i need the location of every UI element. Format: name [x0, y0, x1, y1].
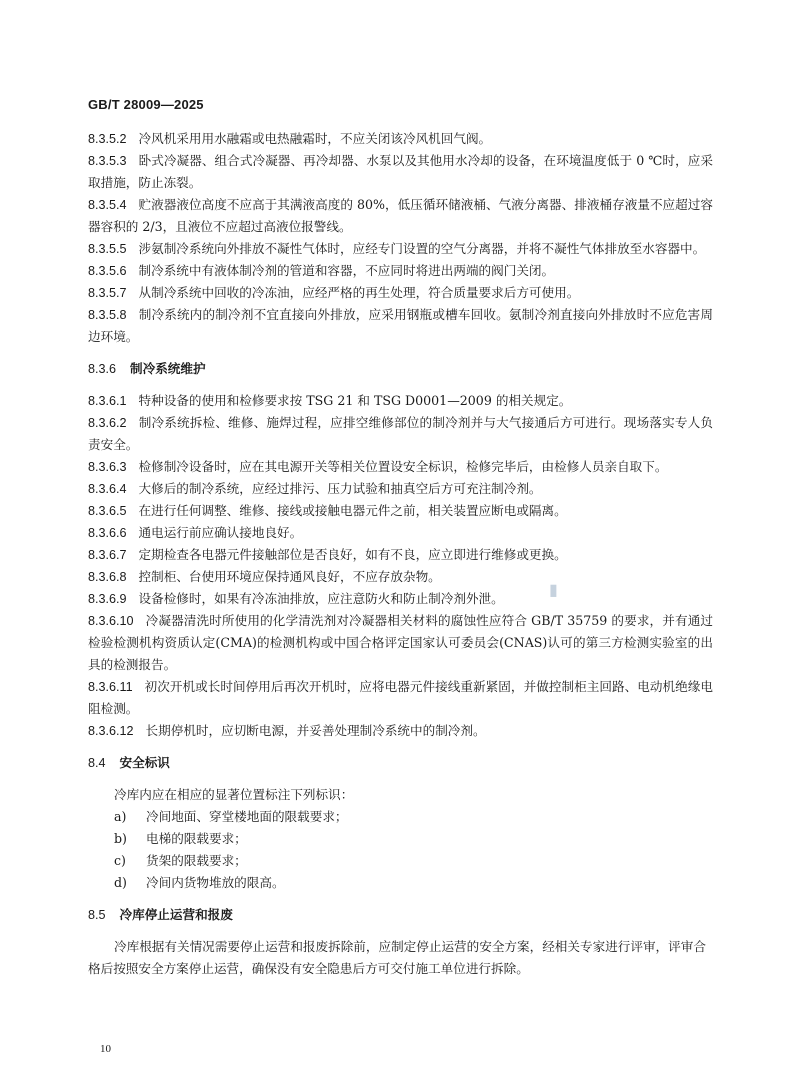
clause-text: 从制冷系统中回收的冷冻油，应经严格的再生处理，符合质量要求后方可使用。 [138, 285, 580, 300]
standard-number-header: GB/T 28009—2025 [88, 97, 204, 112]
clause-text: 初次开机或长时间停用后再次开机时，应将电器元件接线重新紧固，并做控制柜主回路、电动机绝缘电阻检测。 [88, 679, 713, 716]
clause [88, 412, 713, 456]
section-8-3-6-items [88, 390, 713, 742]
clause-number: 8.3.6.1 [88, 394, 127, 408]
clause-number: 8.3.6.10 [88, 614, 134, 628]
clause-number: 8.3.6.7 [88, 548, 127, 562]
clause-number: 8.3.5.3 [88, 154, 127, 168]
clause [88, 456, 713, 478]
section-heading-8-4 [88, 752, 713, 774]
clause-number: 8.3.5.5 [88, 242, 127, 256]
clause-number: 8.3.6.2 [88, 416, 127, 430]
section-title: 冷库停止运营和报废 [119, 907, 233, 922]
clause-text: 定期检查各电器元件接触部位是否良好，如有不良，应立即进行维修或更换。 [138, 547, 567, 562]
list-item [114, 828, 713, 850]
list-item [114, 850, 713, 872]
clause-text: 设备检修时，如果有冷冻油排放，应注意防火和防止制冷剂外泄。 [138, 591, 504, 606]
clause-text: 特种设备的使用和检修要求按 TSG 21 和 TSG D0001—2009 的相关规定。 [138, 393, 572, 408]
clause-number: 8.3.6.12 [88, 724, 134, 738]
clause-text: 长期停机时，应切断电源，并妥善处理制冷系统中的制冷剂。 [145, 723, 486, 738]
section-8-3-5-continued [88, 128, 713, 348]
clause-text: 在进行任何调整、维修、接线或接触电器元件之前，相关装置应断电或隔离。 [138, 503, 567, 518]
section-paragraph: 冷库根据有关情况需要停止运营和报废拆除前，应制定停止运营的安全方案，经相关专家进行评审，评审合格后按照安全方案停止运营，确保没有安全隐患后方可交付施工单位进行拆除。 [88, 939, 706, 976]
list-marker: c) [114, 853, 126, 868]
page-body [88, 128, 713, 980]
list-text: 货架的限载要求； [146, 853, 247, 868]
clause-text: 冷风机采用用水融霜或电热融霜时，不应关闭该冷风机回气阀。 [138, 131, 492, 146]
section-title: 制冷系统维护 [130, 361, 206, 376]
clause-text: 贮液器液位高度不应高于其满液高度的 80%，低压循环储液桶、气液分离器、排液桶存液量不应超过容器容积的 2/3，且液位不应超过高液位报警线。 [88, 197, 713, 234]
sign-requirements-list [88, 806, 713, 894]
clause-text: 制冷系统中有液体制冷剂的管道和容器，不应同时将进出两端的阀门关闭。 [138, 263, 555, 278]
list-item [114, 872, 713, 894]
clause [88, 500, 713, 522]
clause [88, 150, 713, 194]
section-title: 安全标识 [119, 755, 170, 770]
clause [88, 588, 713, 610]
clause [88, 720, 713, 742]
clause-number: 8.3.5.7 [88, 286, 127, 300]
clause-text: 制冷系统拆检、维修、施焊过程，应排空维修部位的制冷剂并与大气接通后方可进行。现场落实专人负责安全。 [88, 415, 713, 452]
page-number: 10 [100, 1043, 111, 1055]
clause-text: 检修制冷设备时，应在其电源开关等相关位置设安全标识，检修完毕后，由检修人员亲自取下。 [138, 459, 668, 474]
section-number: 8.5 [88, 908, 106, 922]
clause-number: 8.3.6.11 [88, 680, 133, 694]
section-heading-8-5 [88, 904, 713, 926]
clause-text: 卧式冷凝器、组合式冷凝器、再冷却器、水泵以及其他用水冷却的设备，在环境温度低于 0 ℃时，应采取措施，防止冻裂。 [88, 153, 713, 190]
watermark-mark: ▮ [549, 582, 558, 599]
list-text: 冷间地面、穿堂楼地面的限载要求； [146, 809, 348, 824]
clause-text: 制冷系统内的制冷剂不宜直接向外排放，应采用钢瓶或槽车回收。氨制冷剂直接向外排放时不应危害周边环境。 [88, 307, 713, 344]
list-marker: a) [114, 809, 127, 824]
clause [88, 128, 713, 150]
list-marker: d) [114, 875, 127, 890]
list-marker: b) [114, 831, 127, 846]
clause [88, 282, 713, 304]
clause-number: 8.3.5.4 [88, 198, 127, 212]
section-intro: 冷库内应在相应的显著位置标注下列标识： [114, 787, 354, 802]
clause-number: 8.3.5.8 [88, 308, 127, 322]
section-number: 8.3.6 [88, 362, 117, 376]
clause-number: 8.3.6.5 [88, 504, 127, 518]
clause [88, 544, 713, 566]
clause-text: 涉氨制冷系统向外排放不凝性气体时，应经专门设置的空气分离器，并将不凝性气体排放至水容器中。 [138, 241, 706, 256]
list-item [114, 806, 713, 828]
clause [88, 304, 713, 348]
clause [88, 194, 713, 238]
clause-number: 8.3.6.8 [88, 570, 127, 584]
clause [88, 522, 713, 544]
clause [88, 610, 713, 676]
clause [88, 260, 713, 282]
clause-text: 大修后的制冷系统，应经过排污、压力试验和抽真空后方可充注制冷剂。 [138, 481, 542, 496]
clause-text: 控制柜、台使用环境应保持通风良好，不应存放杂物。 [138, 569, 441, 584]
clause-number: 8.3.6.4 [88, 482, 127, 496]
clause-text: 通电运行前应确认接地良好。 [138, 525, 303, 540]
list-text: 冷间内货物堆放的限高。 [146, 875, 285, 890]
clause-number: 8.3.6.6 [88, 526, 127, 540]
clause [88, 676, 713, 720]
clause-number: 8.3.5.2 [88, 132, 127, 146]
clause-number: 8.3.6.9 [88, 592, 127, 606]
clause-text: 冷凝器清洗时所使用的化学清洗剂对冷凝器相关材料的腐蚀性应符合 GB/T 35759 的要求，并有通过检验检测机构资质认定(CMA)的检测机构或中国合格评定国家认可委员会(CNAS)认可的第三方检测实验室的出具的检测报告。 [88, 613, 713, 672]
clause-number: 8.3.5.6 [88, 264, 127, 278]
section-heading-8-3-6 [88, 358, 713, 380]
clause-number: 8.3.6.3 [88, 460, 127, 474]
clause [88, 390, 713, 412]
section-number: 8.4 [88, 756, 106, 770]
list-text: 电梯的限载要求； [146, 831, 247, 846]
clause [88, 566, 713, 588]
clause [88, 478, 713, 500]
clause [88, 238, 713, 260]
